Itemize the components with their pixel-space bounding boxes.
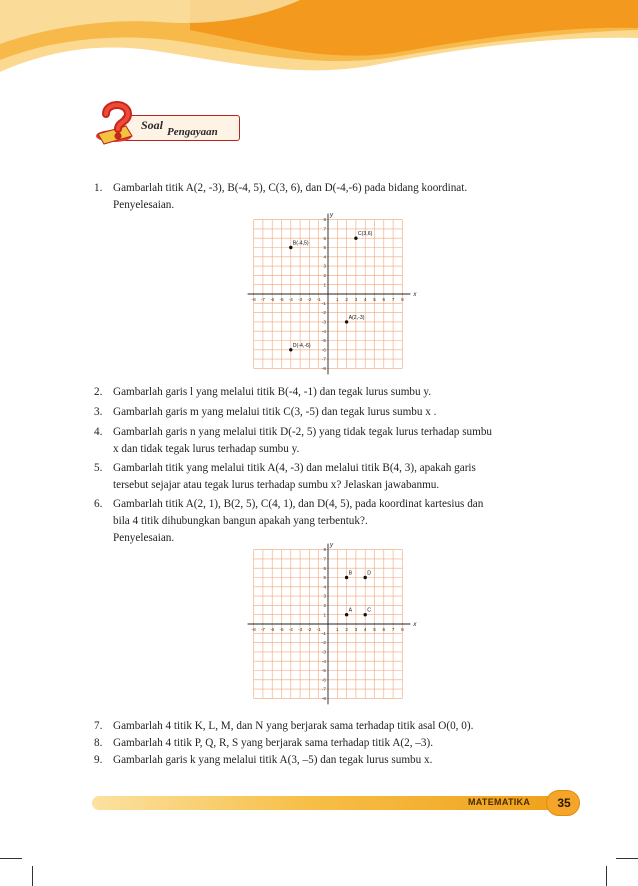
x-axis-label: x <box>413 292 417 298</box>
y-tick-label: -6 <box>321 677 326 683</box>
x-tick-label: -5 <box>279 627 284 632</box>
question-text: Gambarlah 4 titik P, Q, R, S yang berjarak sama terhadap titik A(2, –3). <box>113 737 434 749</box>
y-tick-label: 4 <box>323 254 326 260</box>
question-text: Gambarlah titik yang melalui titik A(4, -3) dan melalui titik B(4, 3), apakah garis <box>113 462 476 474</box>
question-text-line: tersebut sejajar atau tegak lurus terhadap sumbu x? Jelaskan jawabanmu. <box>113 479 440 491</box>
crop-mark <box>616 858 638 859</box>
y-axis-label: y <box>330 542 333 549</box>
question-text: Gambarlah 4 titik K, L, M, dan N yang berjarak sama terhadap titik asal O(0, 0). <box>113 720 474 732</box>
x-tick-label: -8 <box>251 297 256 302</box>
section-title-word2: Pengayaan <box>167 126 218 138</box>
question-text: Gambarlah garis n yang melalui titik D(-2, 5) yang tidak tegak lurus terhadap sumbu <box>113 426 493 438</box>
x-tick-label: 7 <box>391 297 395 302</box>
x-tick-label: -3 <box>298 297 303 302</box>
x-tick-label: 7 <box>391 627 395 632</box>
x-tick-label: 2 <box>345 297 348 302</box>
question-mark-icon <box>92 96 142 152</box>
x-tick-label: -2 <box>307 627 312 632</box>
y-tick-label: -2 <box>321 310 326 316</box>
x-tick-label: 4 <box>363 297 367 302</box>
y-tick-label: 5 <box>323 245 326 251</box>
y-tick-label: -7 <box>321 686 326 692</box>
x-tick-label: 6 <box>382 627 386 632</box>
y-tick-label: -5 <box>321 668 326 674</box>
question-text: Gambarlah titik A(2, 1), B(2, 5), C(4, 1), dan D(4, 5), pada koordinat kartesius dan <box>113 498 484 510</box>
page-number: 35 <box>557 796 571 810</box>
y-tick-label: 8 <box>323 217 326 223</box>
y-tick-label: -7 <box>321 356 326 362</box>
crop-mark <box>0 858 22 859</box>
point-label: A <box>348 607 353 614</box>
y-tick-label: 8 <box>323 547 326 553</box>
question-number: 3. <box>94 406 103 418</box>
y-tick-label: -6 <box>321 347 326 353</box>
x-tick-label: -2 <box>307 297 312 302</box>
section-title-word1: Soal <box>141 118 164 132</box>
question-number: 9. <box>94 754 103 766</box>
y-tick-label: 6 <box>323 565 326 571</box>
x-tick-label: -1 <box>316 627 321 632</box>
question-number: 7. <box>94 720 103 732</box>
y-tick-label: -1 <box>321 630 326 636</box>
x-tick-label: 1 <box>336 627 339 632</box>
y-tick-label: 2 <box>323 603 326 608</box>
question-text-line: Penyelesaian. <box>113 532 175 544</box>
crop-mark <box>606 866 607 886</box>
point-label: C(3,6) <box>357 231 373 238</box>
footer-subject: MATEMATIKA <box>468 797 531 807</box>
question-text: Gambarlah titik A(2, -3), B(-4, 5), C(3, 6), dan D(-4,-6) pada bidang koordinat. <box>113 182 468 194</box>
question-number: 2. <box>94 386 103 398</box>
y-tick-label: -5 <box>321 338 326 344</box>
section-tag <box>92 96 252 152</box>
question-text: Gambarlah garis l yang melalui titik B(-4, -1) dan tegak lurus sumbu y. <box>113 386 432 398</box>
point-label: A(2,-3) <box>348 314 365 321</box>
point-label: D <box>367 570 371 577</box>
y-tick-label: -8 <box>321 366 326 371</box>
y-tick-label: 7 <box>323 556 326 562</box>
y-tick-label: 6 <box>323 235 326 241</box>
x-tick-label: -7 <box>260 297 265 302</box>
point-label: B(-4,5) <box>292 240 309 247</box>
x-axis-label: x <box>413 622 417 628</box>
y-tick-label: 3 <box>323 593 326 599</box>
x-tick-label: 6 <box>382 297 386 302</box>
x-tick-label: -8 <box>251 627 256 632</box>
y-tick-label: -1 <box>321 300 326 306</box>
y-tick-label: -4 <box>321 328 326 334</box>
y-tick-label: 2 <box>323 273 326 278</box>
y-tick-label: -2 <box>321 640 326 646</box>
y-tick-label: -3 <box>321 319 326 325</box>
x-tick-label: 5 <box>373 297 376 302</box>
coordinate-graph-2 <box>233 532 433 707</box>
x-tick-label: -6 <box>270 297 275 302</box>
page-number-badge <box>546 790 580 816</box>
question-text: Gambarlah garis m yang melalui titik C(3, -5) dan tegak lurus sumbu x . <box>113 406 437 418</box>
y-tick-label: 3 <box>323 263 326 269</box>
x-tick-label: -1 <box>316 297 321 302</box>
point-label: C <box>367 607 371 614</box>
x-tick-label: 1 <box>336 297 339 302</box>
x-tick-label: -7 <box>260 627 265 632</box>
question-text-line: x dan tidak tegak lurus terhadap sumbu y. <box>113 443 300 455</box>
question-text-line: Penyelesaian. <box>113 199 175 211</box>
y-tick-label: 1 <box>323 612 326 618</box>
question-number: 8. <box>94 737 103 749</box>
x-tick-label: 3 <box>354 627 358 632</box>
x-tick-label: -5 <box>279 297 284 302</box>
x-tick-label: -6 <box>270 627 275 632</box>
x-tick-label: 4 <box>363 627 367 632</box>
question-text-line: bila 4 titik dihubungkan bangun apakah yang terbentuk?. <box>113 515 368 527</box>
question-text: Gambarlah garis k yang melalui titik A(3, –5) dan tegak lurus sumbu x. <box>113 754 433 766</box>
x-tick-label: -4 <box>288 627 293 632</box>
question-number: 1. <box>94 182 103 194</box>
x-tick-label: 5 <box>373 627 376 632</box>
x-tick-label: -4 <box>288 297 293 302</box>
y-tick-label: -8 <box>321 696 326 701</box>
x-tick-label: 8 <box>401 297 404 302</box>
top-banner <box>0 0 638 100</box>
y-tick-label: 7 <box>323 226 326 232</box>
question-number: 5. <box>94 462 103 474</box>
y-tick-label: 4 <box>323 584 326 590</box>
y-tick-label: 1 <box>323 282 326 288</box>
x-tick-label: -3 <box>298 627 303 632</box>
x-tick-label: 2 <box>345 627 348 632</box>
y-tick-label: 5 <box>323 575 326 581</box>
question-number: 4. <box>94 426 103 438</box>
point-label: D(-4,-6) <box>292 342 311 349</box>
coordinate-graph-1 <box>233 202 433 377</box>
y-tick-label: -4 <box>321 658 326 664</box>
y-tick-label: -3 <box>321 649 326 655</box>
point-label: B <box>348 570 353 577</box>
question-number: 6. <box>94 498 103 510</box>
x-tick-label: 3 <box>354 297 358 302</box>
crop-mark <box>32 866 33 886</box>
x-tick-label: 8 <box>401 627 404 632</box>
y-axis-label: y <box>330 212 333 219</box>
